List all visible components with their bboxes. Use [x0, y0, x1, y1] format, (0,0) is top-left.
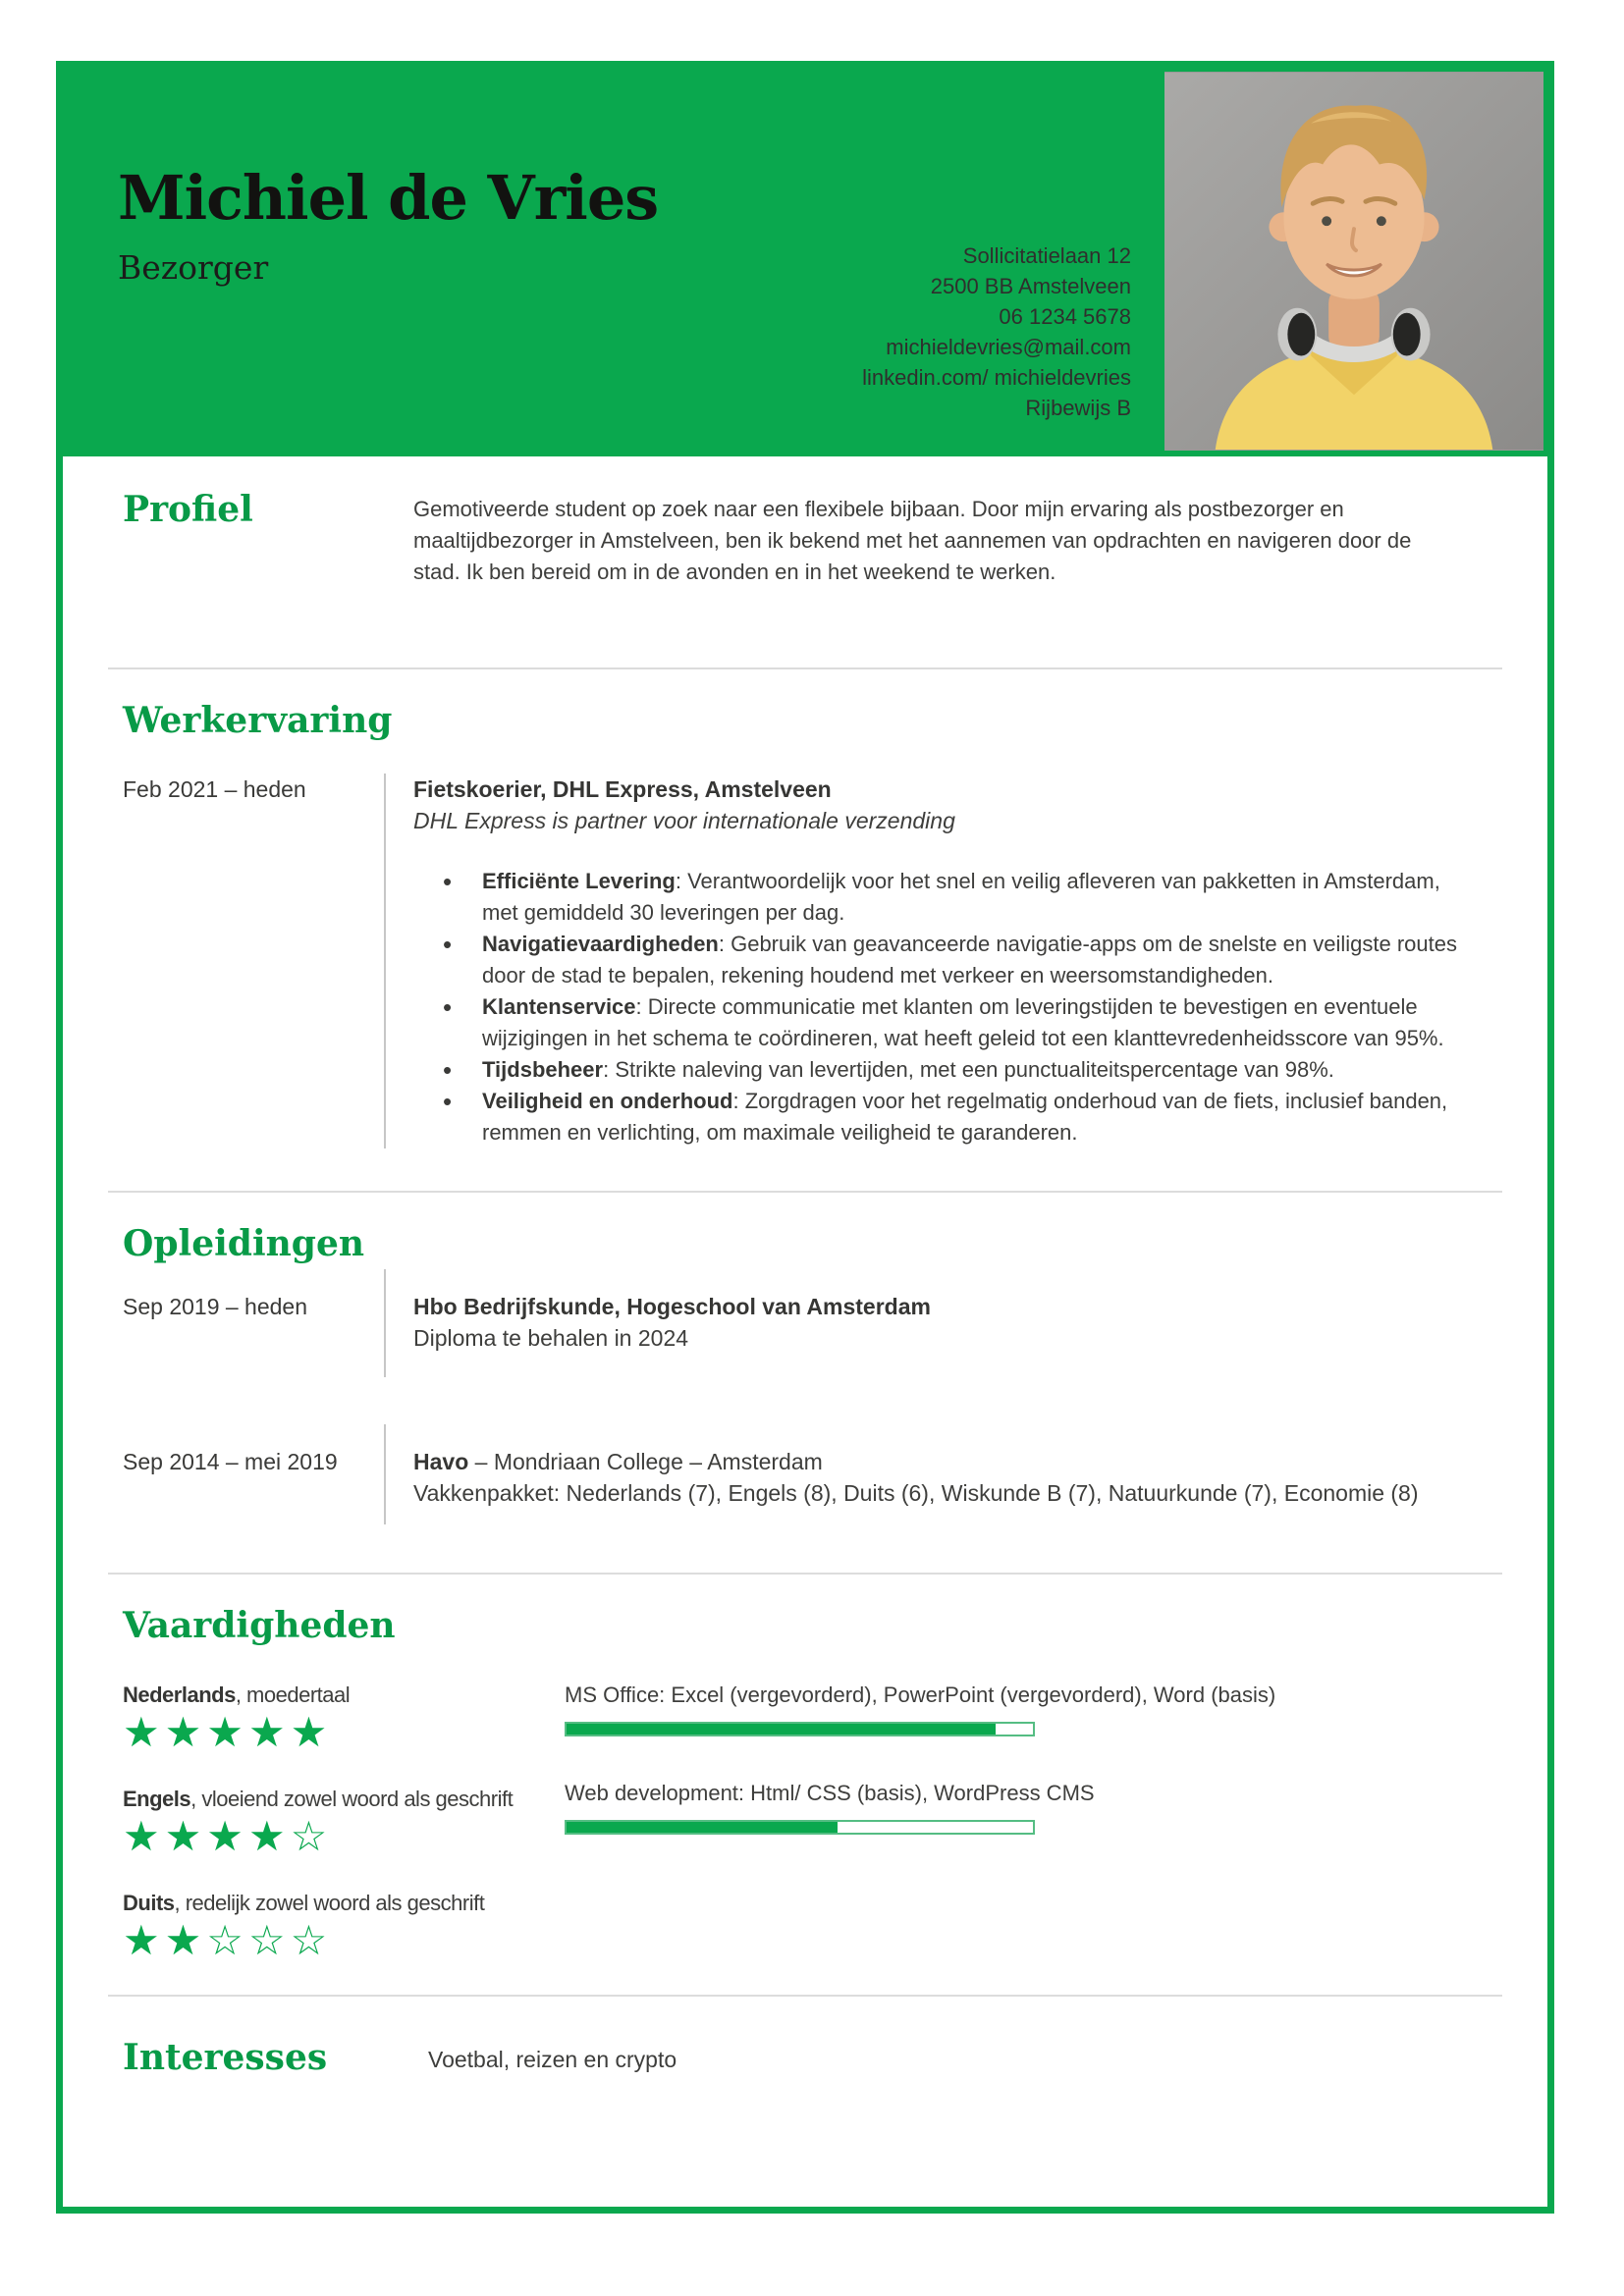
work-entry-subtitle: DHL Express is partner voor internationale verzending: [413, 808, 955, 833]
section-vaardigheden: [108, 1575, 1502, 1993]
skills-grid: [108, 1681, 1502, 1993]
education-entry-subtitle: Vakkenpakket: Nederlands (7), Engels (8), Duits (6), Wiskunde B (7), Natuurkunde (7), Economie (8): [413, 1480, 1419, 1506]
opleidingen-heading: Opleidingen: [123, 1223, 365, 1264]
star-rating: ★★☆☆☆: [123, 1917, 333, 1963]
identity-block: [118, 164, 658, 288]
star-rating: ★★★★☆: [123, 1813, 333, 1859]
skill-progress-bar: [565, 1820, 1035, 1835]
contact-phone: 06 1234 5678: [999, 304, 1131, 329]
contact-block: [621, 240, 1131, 423]
software-skills-column: [565, 1681, 1502, 1993]
cv-body: [63, 456, 1547, 2079]
education-entry-body: [386, 1424, 1502, 1524]
skill-item: [565, 1779, 1384, 1835]
education-entry-title: Havo – Mondriaan College – Amsterdam: [413, 1449, 823, 1474]
contact-license: Rijbewijs B: [1025, 396, 1131, 420]
section-opleidingen: [108, 1193, 1502, 1524]
education-entry-subtitle: Diploma te behalen in 2024: [413, 1325, 689, 1351]
cv-document: [56, 61, 1554, 2214]
contact-email: michieldevries@mail.com: [886, 335, 1131, 359]
contact-linkedin: linkedin.com/ michieldevries: [862, 365, 1131, 390]
profiel-heading: Profiel: [123, 489, 253, 530]
section-interesses: [108, 1997, 1502, 2079]
language-label: Nederlands, moedertaal: [123, 1682, 351, 1707]
skill-progress-bar: [565, 1722, 1035, 1736]
werkervaring-heading: Werkervaring: [123, 700, 393, 741]
header-band: [63, 68, 1547, 456]
vaardigheden-heading: Vaardigheden: [123, 1605, 396, 1646]
interesses-text: Voetbal, reizen en crypto: [428, 2047, 677, 2072]
education-entry-body: [386, 1269, 1502, 1377]
education-entry-date: Sep 2019 – heden: [123, 1294, 308, 1319]
education-entry-title: Hbo Bedrijfskunde, Hogeschool van Amsterdam: [413, 1294, 931, 1319]
star-rating: ★★★★★: [123, 1709, 333, 1755]
skill-label: MS Office: Excel (vergevorderd), PowerPoint (vergevorderd), Word (basis): [565, 1682, 1276, 1707]
skill-progress-fill: [567, 1822, 838, 1833]
language-item: [123, 1889, 565, 1963]
language-label: Engels, vloeiend zowel woord als geschrift: [123, 1787, 514, 1811]
work-bullet-list: [413, 866, 1463, 1148]
interesses-heading: Interesses: [123, 2037, 328, 2078]
work-bullet: • Efficiënte Levering: Verantwoordelijk voor het snel en veilig afleveren van pakketten in Amsterdam, met gemiddeld 30 leveringen per dag.: [413, 866, 1463, 929]
skill-label: Web development: Html/ CSS (basis), WordPress CMS: [565, 1781, 1095, 1805]
work-entry-body: [386, 774, 1502, 1148]
work-bullet: • Navigatievaardigheden: Gebruik van geavanceerde navigatie-apps om de snelste en veiligste routes door de stad te bepalen, rekening houdend met verkeer en weersomstandigheden.: [413, 929, 1463, 991]
language-label: Duits, redelijk zowel woord als geschrift: [123, 1891, 485, 1915]
language-item: [123, 1785, 565, 1859]
skill-progress-fill: [567, 1724, 996, 1735]
language-item: [123, 1681, 565, 1755]
person-name: Michiel de Vries: [118, 162, 659, 234]
job-title: Bezorger: [118, 248, 269, 287]
work-bullet: • Klantenservice: Directe communicatie met klanten om leveringstijden te bevestigen en eventuele wijzigingen in het schema te coördineren, wat heeft geleid tot een klanttevredenheidsscore van 95%.: [413, 991, 1463, 1054]
skill-item: [565, 1681, 1384, 1736]
profile-photo: [1164, 72, 1543, 451]
contact-city: 2500 BB Amstelveen: [930, 274, 1131, 298]
contact-street: Sollicitatielaan 12: [962, 243, 1131, 268]
section-werkervaring: [108, 669, 1502, 1148]
work-bullet: • Veiligheid en onderhoud: Zorgdragen voor het regelmatig onderhoud van de fiets, inclusief banden, remmen en verlichting, om maximale veiligheid te garanderen.: [413, 1086, 1463, 1148]
language-skills-column: [123, 1681, 565, 1993]
profiel-text: Gemotiveerde student op zoek naar een flexibele bijbaan. Door mijn ervaring als postbezorger en maaltijdbezorger in Amstelveen, ben ik bekend met het aannemen van opdrachten en navigeren door de stad. Ik ben bereid om in de avonden en in het weekend te werken.: [413, 497, 1412, 584]
work-entry: [108, 774, 1502, 1148]
work-entry-role: Fietskoerier, DHL Express, Amstelveen: [413, 776, 832, 802]
education-entry-date: Sep 2014 – mei 2019: [123, 1449, 338, 1474]
education-entry: [108, 1269, 1502, 1377]
education-entry: [108, 1424, 1502, 1524]
section-profiel: [108, 456, 1502, 588]
work-entry-date: Feb 2021 – heden: [123, 776, 306, 802]
profile-photo-illustration: [1164, 72, 1543, 451]
work-bullet: • Tijdsbeheer: Strikte naleving van levertijden, met een punctualiteitspercentage van 98%.: [413, 1054, 1463, 1086]
